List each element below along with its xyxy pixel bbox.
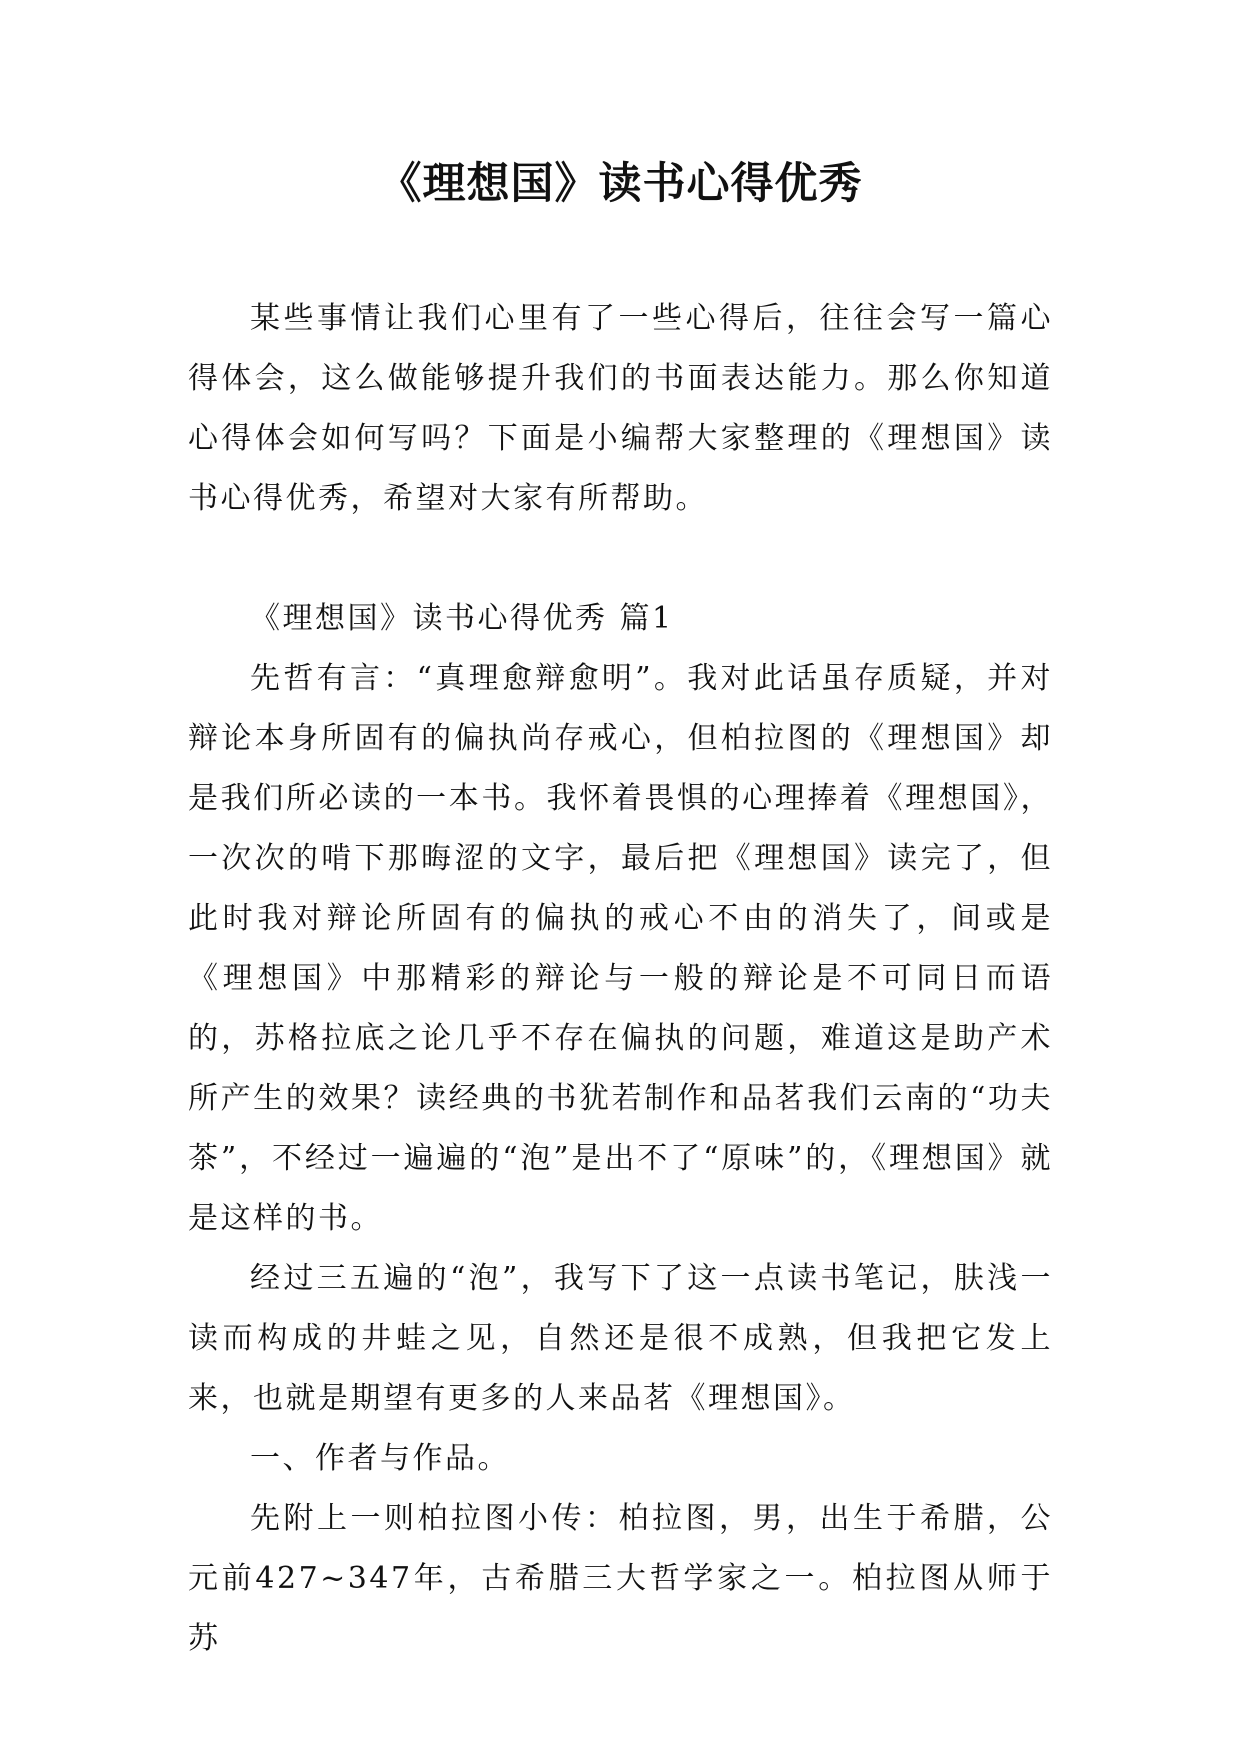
document-body: [188, 289, 1053, 1669]
section-heading: 《理想国》读书心得优秀 篇1: [250, 601, 674, 636]
intro-paragraph: 某些事情让我们心里有了一些心得后，往往会写一篇心得体会，这么做能够提升我们的书面表达能力。那么你知道心得体会如何写吗？下面是小编帮大家整理的《理想国》读书心得优秀，希望对大家有所帮助。: [188, 301, 1053, 516]
subsection-heading: 一、作者与作品。: [250, 1441, 510, 1476]
document-title: 《理想国》读书心得优秀: [378, 159, 863, 209]
body-paragraph: 经过三五遍的“泡”，我写下了这一点读书笔记，肤浅一读而构成的井蛙之见，自然还是很不成熟，但我把它发上来，也就是期望有更多的人来品茗《理想国》。: [188, 1261, 1053, 1416]
body-paragraph: 先哲有言：“真理愈辩愈明”。我对此话虽存质疑，并对辩论本身所固有的偏执尚存戒心，但柏拉图的《理想国》却是我们所必读的一本书。我怀着畏惧的心理捧着《理想国》，一次次的啃下那晦涩的文字，最后把《理想国》读完了，但此时我对辩论所固有的偏执的戒心不由的消失了，间或是《理想国》中那精彩的辩论与一般的辩论是不可同日而语的，苏格拉底之论几乎不存在偏执的问题，难道这是助产术所产生的效果？读经典的书犹若制作和品茗我们云南的“功夫茶”，不经过一遍遍的“泡”是出不了“原味”的，《理想国》就是这样的书。: [188, 661, 1053, 1236]
body-paragraph: 先附上一则柏拉图小传：柏拉图，男，出生于希腊，公元前427~347年，古希腊三大哲学家之一。柏拉图从师于苏: [188, 1501, 1053, 1656]
